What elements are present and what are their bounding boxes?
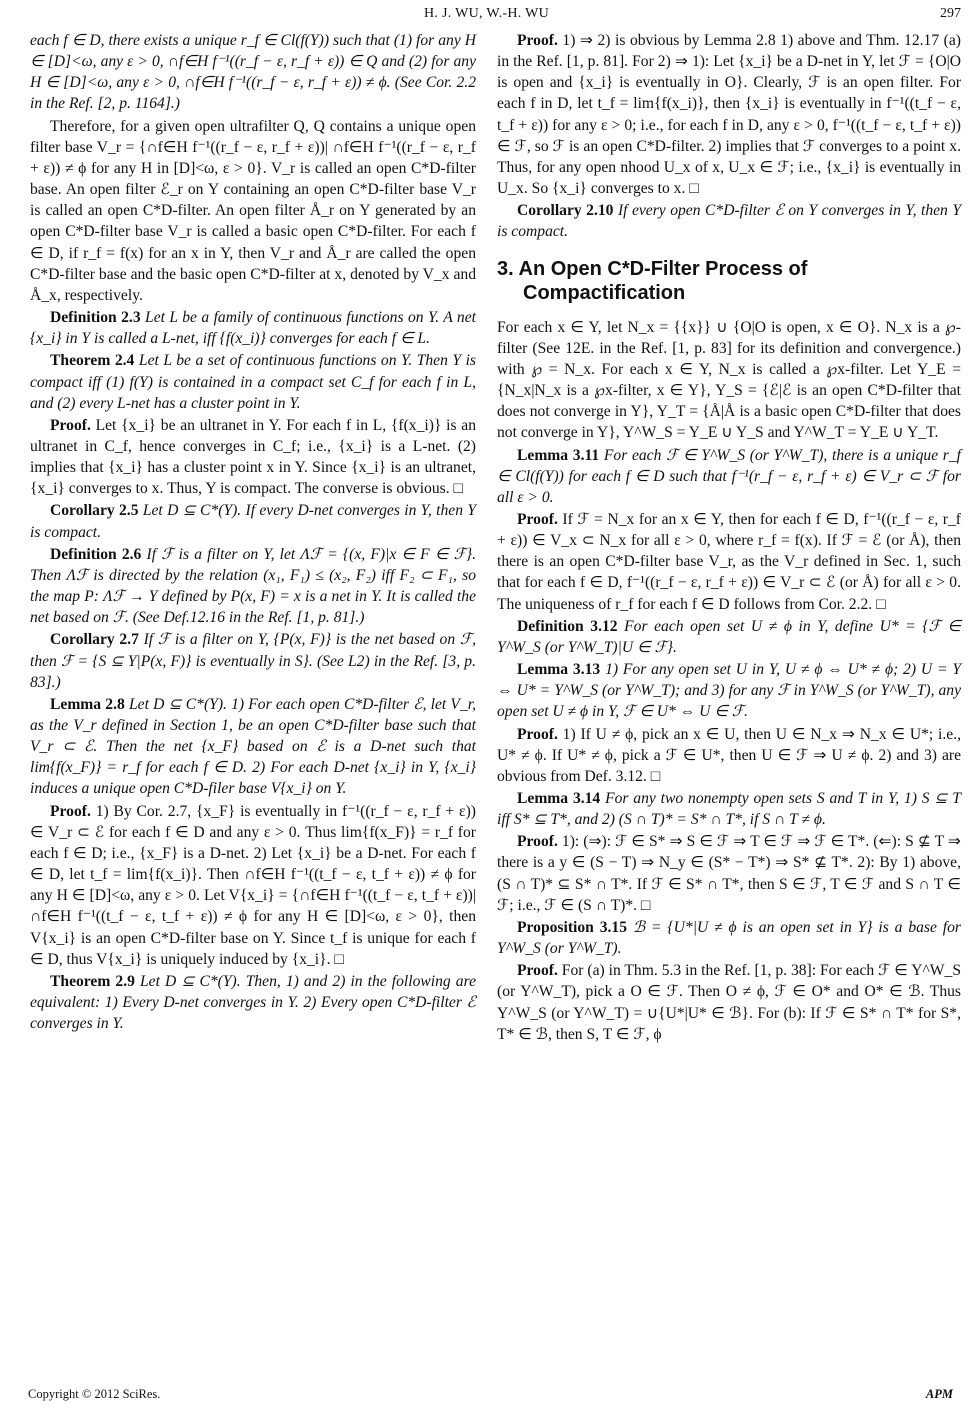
paragraph-text: ℬ = {U*|U ≠ ϕ is an open set in Y} is a base for Y^W_S (or Y^W_T).	[497, 918, 961, 958]
proof-paragraph	[497, 509, 961, 615]
left-column	[30, 30, 476, 1035]
theorem-paragraph	[497, 788, 961, 830]
copyright-notice: Copyright © 2012 SciRes.	[28, 1387, 161, 1401]
paragraph-label: Proof.	[517, 510, 558, 528]
paragraph-label: Lemma 3.11	[517, 446, 600, 464]
paragraph-text: For each open set U ≠ ϕ in Y, define U* = {ℱ ∈ Y^W_S (or Y^W_T)|U ∈ ℱ}.	[497, 617, 961, 656]
paragraph-label: Lemma 3.13	[517, 661, 601, 679]
paragraph-label: Lemma 2.8	[50, 695, 125, 713]
paragraph-text: 1) ⇒ 2) is obvious by Lemma 2.8 1) above and Thm. 12.17 (a) in the Ref. [1, p. 81]. For 2) ⇒ 1): Let {x_i} be a D-net in Y, let ℱ = {O|O is open and {x_i} is eventually in O}. Clearly, ℱ is an open filter. For each f in D, let t_f = lim{f(x_i)}, then {x_i} is eventually in f⁻¹((t_f − ε, t_f + ε)) for any ε > 0; i.e., for each f in D, any ε > 0, f⁻¹((t_f − ε, t_f + ε)) ∈ ℱ, so ℱ is an open C*D-filter. 2) implies that ℱ converges to a point x. Thus, for any open nhood U_x of x, U_x ∈ ℱ; i.e., {x_i} is eventually in U_x. So {x_i} converges to x. □	[497, 32, 961, 198]
paragraph-label: Corollary 2.7	[50, 631, 139, 649]
theorem-paragraph	[30, 30, 476, 115]
paragraph-text: If ℱ is a filter on Y, {P(x, F)} is the net based on ℱ, then ℱ = {S ⊆ Y|P(x, F)} is eventually in S}. (See L2) in the Ref. [3, p. 83].)	[30, 631, 476, 691]
text-paragraph	[497, 317, 961, 444]
paragraph-text: 1): (⇒): ℱ ∈ S* ⇒ S ∈ ℱ ⇒ T ∈ ℱ ⇒ ℱ ∈ T*. (⇐): S ⊈ T ⇒ there is a y ∈ (S − T) ⇒ N_y ∈ (S* − T*) ⇒ S* ⊈ T*. 2): By 1) above, (S ∩ T)* ⊆ S* ∩ T*. If ℱ ∈ S* ∩ T*, then S ∈ ℱ, T ∈ ℱ and S ∩ T ∈ ℱ; i.e., ℱ ∈ (S ∩ T)*. □	[497, 833, 961, 914]
proof-paragraph	[497, 30, 961, 199]
paragraph-label: Theorem 2.4	[50, 352, 135, 370]
paragraph-text: If ℱ is a filter on Y, let Λℱ = {(x, F)|x ∈ F ∈ ℱ}. Then Λℱ is directed by the relation (x₁, F₁) ≤ (x₂, F₂) iff F₂ ⊂ F₁, so the map P: Λℱ → Y defined by P(x, F) = x is a net in Y. It is called the net based on ℱ. (See Def.12.16 in the Ref. [1, p. 81].)	[30, 545, 476, 627]
paragraph-label: Corollary 2.10	[517, 202, 614, 220]
paragraph-text: Let D ⊆ C*(Y). If every D-net converges in Y, then Y is compact.	[30, 502, 476, 541]
paragraph-text: Let {x_i} be an ultranet in Y. For each f in L, {f(x_i)} is an ultranet in C_f, hence converges in C_f; i.e., {x_i} is a L-net. (2) implies that {x_i} has a cluster point x in Y. Since {x_i} is an ultranet, {x_i} converges to x. Thus, Y is compact. The converse is obvious. □	[30, 416, 476, 498]
theorem-paragraph	[30, 629, 476, 692]
paragraph-text: 1) For any open set U in Y, U ≠ ϕ ⇔ U* ≠ ϕ; 2) U = Y ⇔ U* = Y^W_S (or Y^W_T); and 3) for any ℱ in Y^W_S (or Y^W_T), any open set U ≠ ϕ in Y, ℱ ∈ U* ⇔ U ∈ ℱ.	[497, 661, 961, 721]
paragraph-text: If every open C*D-filter ℰ on Y converges in Y, then Y is compact.	[497, 202, 961, 241]
proof-paragraph	[30, 415, 476, 500]
paragraph-label: Proof.	[517, 833, 558, 851]
page-header	[0, 4, 973, 24]
text-paragraph	[30, 116, 476, 306]
paragraph-text: Let D ⊆ C*(Y). Then, 1) and 2) in the following are equivalent: 1) Every D-net converges in Y. 2) Every open C*D-filter ℰ converges in Y.	[30, 972, 476, 1033]
page-footer	[28, 1387, 953, 1402]
theorem-paragraph	[30, 350, 476, 413]
paragraph-label: Theorem 2.9	[50, 972, 135, 990]
paragraph-text: For each x ∈ Y, let N_x = {{x}} ∪ {O|O is open, x ∈ O}. N_x is a ℘-filter (See 12E. in the Ref. [1, p. 83] for its definition and convergence.) with ℘ = N_x. For each x ∈ Y, N_x is called a ℘x-filter. Let Y_E = {N_x|N_x is a ℘x-filter, x ∈ Y}, Y_S = {ℰ|ℰ is an open C*D-filter that does not converge in Y}, Y_T = {Å|Å is a basic open C*D-filter that does not converge in Y}, Y^W_S = Y_E ∪ Y_S and Y^W_T = Y_E ∪ Y_T.	[497, 318, 961, 442]
paragraph-label: Proposition 3.15	[517, 918, 627, 936]
proof-paragraph	[497, 724, 961, 787]
theorem-paragraph	[30, 971, 476, 1034]
paragraph-label: Definition 2.3	[50, 309, 141, 327]
paragraph-text: 1) If U ≠ ϕ, pick an x ∈ U, then U ∈ N_x ⇒ N_x ∈ U*; i.e., U* ≠ ϕ. If U* ≠ ϕ, pick a ℱ ∈ U*, then U ∈ ℱ ⇒ U ≠ ϕ. 2) and 3) are obvious from Def. 3.12. □	[497, 725, 961, 785]
paragraph-text: Let D ⊆ C*(Y). 1) For each open C*D-filter ℰ, let V_r, as the V_r defined in Section 1, be an open C*D-filter base such that V_r ⊂ ℰ. Then the net {x_F} based on ℰ is a D-net such that lim{f(x_F)} = r_f for each f ∈ D. 2) For each D-net {x_i} in Y, {x_i} induces a unique open C*D-filer base V{x_i} on Y.	[30, 695, 476, 798]
paragraph-text: 3. An Open C*D-Filter Process of Compactification	[497, 257, 808, 304]
paragraph-text: For (a) in Thm. 5.3 in the Ref. [1, p. 38]: For each ℱ ∈ Y^W_S (or Y^W_T), pick a O ∈ ℱ. Then O ≠ ϕ, ℱ ∈ O* and O* ∈ ℬ. Thus Y^W_S (or Y^W_T) = ∪{U*|U* ∈ ℬ}. For (b): If ℱ ∈ S* ∩ T* for S*, T* ∈ ℬ, then S, T ∈ ℱ, ϕ	[497, 962, 961, 1043]
paragraph-text: Let L be a set of continuous functions on Y. Then Y is compact iff (1) f(Y) is contained in a compact set C_f for each f in L, and (2) every L-net has a cluster point in Y.	[30, 352, 477, 412]
paragraph-label: Proof.	[50, 802, 91, 820]
paragraph-text: Therefore, for a given open ultrafilter Q, Q contains a unique open filter base V_r = {∩f∈H f⁻¹((r_f − ε, r_f + ε))| ∩f∈H f⁻¹((r_f − ε, r_f + ε)) ≠ ϕ for any H in [D]<ω, ε > 0}. V_r is called an open C*D-filter base. An open filter ℰ_r on Y containing an open C*D-filter base V_r is called an open C*D-filter. An open filter Å_r on Y generated by an open C*D-filter base V_r is called a basic open C*D-filter. For each f ∈ D, if r_f = f(x) for an x in Y, then V_r and Å_r are called the open C*D-filter base and the basic open C*D-filter at x, denoted by V_x and Å_x, respectively.	[30, 117, 476, 304]
paragraph-label: Proof.	[517, 725, 558, 743]
paragraph-label: Corollary 2.5	[50, 502, 139, 520]
paragraph-text: If ℱ = N_x for an x ∈ Y, then for each f ∈ D, f⁻¹((r_f − ε, r_f + ε)) ∈ V_x ⊂ N_x for all ε > 0, where r_f = f(x). If ℱ = ℰ (or Å), then there is an open C*D-filter base V_r, as the V_r defined in Sec. 1, such that for each f ∈ D, f⁻¹((r_f − ε, r_f + ε)) ∈ V_r ⊂ ℰ (or Å) for all ε > 0. The uniqueness of r_f for each f ∈ D follows from Cor. 2.2. □	[497, 510, 961, 613]
paragraph-label: Definition 3.12	[517, 617, 618, 635]
paragraph-label: Lemma 3.14	[517, 790, 601, 807]
theorem-paragraph	[497, 445, 961, 508]
running-title: H. J. WU, W.-H. WU	[423, 6, 550, 21]
paragraph-text: each f ∈ D, there exists a unique r_f ∈ Cl(f(Y)) such that (1) for any H ∈ [D]<ω, any ε > 0, ∩f∈H f⁻¹((r_f − ε, r_f + ε)) ∈ Q and (2) for any H ∈ [D]<ω, any ε > 0, ∩f∈H f⁻¹((r_f − ε, r_f + ε)) ≠ ϕ. (See Cor. 2.2 in the Ref. [2, p. 1164].)	[30, 32, 476, 113]
paragraph-label: Proof.	[517, 32, 558, 49]
journal-abbrev: APM	[925, 1387, 953, 1401]
paragraph-text: For each ℱ ∈ Y^W_S (or Y^W_T), there is a unique r_f ∈ Cl(f(Y)) for each f ∈ D such that f⁻¹(r_f − ε, r_f + ε) ∈ V_r ⊂ ℱ for all ε > 0.	[497, 446, 961, 506]
theorem-paragraph	[30, 500, 476, 542]
proof-paragraph	[30, 801, 476, 970]
theorem-paragraph	[497, 659, 961, 722]
proof-paragraph	[497, 960, 961, 1045]
theorem-paragraph	[30, 694, 476, 800]
paragraph-text: Let L be a family of continuous functions on Y. A net {x_i} in Y is called a L-net, iff {f(x_i)} converges for each f ∈ L.	[30, 309, 476, 348]
paragraph-label: Proof.	[50, 416, 91, 434]
theorem-paragraph	[497, 200, 961, 242]
proof-paragraph	[497, 831, 961, 916]
paragraph-label: Proof.	[517, 962, 558, 980]
theorem-paragraph	[30, 307, 476, 349]
paragraph-label: Definition 2.6	[50, 545, 142, 563]
theorem-paragraph	[497, 616, 961, 658]
theorem-paragraph	[30, 544, 476, 629]
paragraph-text: 1) By Cor. 2.7, {x_F} is eventually in f⁻¹((r_f − ε, r_f + ε)) ∈ V_r ⊂ ℰ for each f ∈ D and any ε > 0. Thus lim{f(x_F)} = r_f for each f ∈ D; i.e., {x_F} is a D-net. 2) Let {x_i} be a D-net. For each f ∈ D, let t_f = lim{f(x_i)}. Then ∩f∈H f⁻¹((t_f − ε, t_f + ε)) ≠ ϕ for any H ∈ [D]<ω, any ε > 0. Let V{x_i} = {∩f∈H f⁻¹((t_f − ε, t_f + ε))|∩f∈H f⁻¹((t_f − ε, t_f + ε)) ≠ ϕ for any H ∈ [D]<ω, ε > 0}, then V{x_i} is an open C*D-filter base on Y. Since t_f is unique for each f ∈ D, thus V{x_i} is uniquely induced by {x_i}. □	[30, 802, 476, 968]
section-heading	[497, 257, 961, 305]
theorem-paragraph	[497, 917, 961, 959]
paragraph-text: For any two nonempty open sets S and T in Y, 1) S ⊆ T iff S* ⊆ T*, and 2) (S ∩ T)* = S* ∩ T*, if S ∩ T ≠ ϕ.	[497, 790, 961, 829]
page-number: 297	[940, 6, 961, 21]
right-column	[497, 30, 961, 1046]
